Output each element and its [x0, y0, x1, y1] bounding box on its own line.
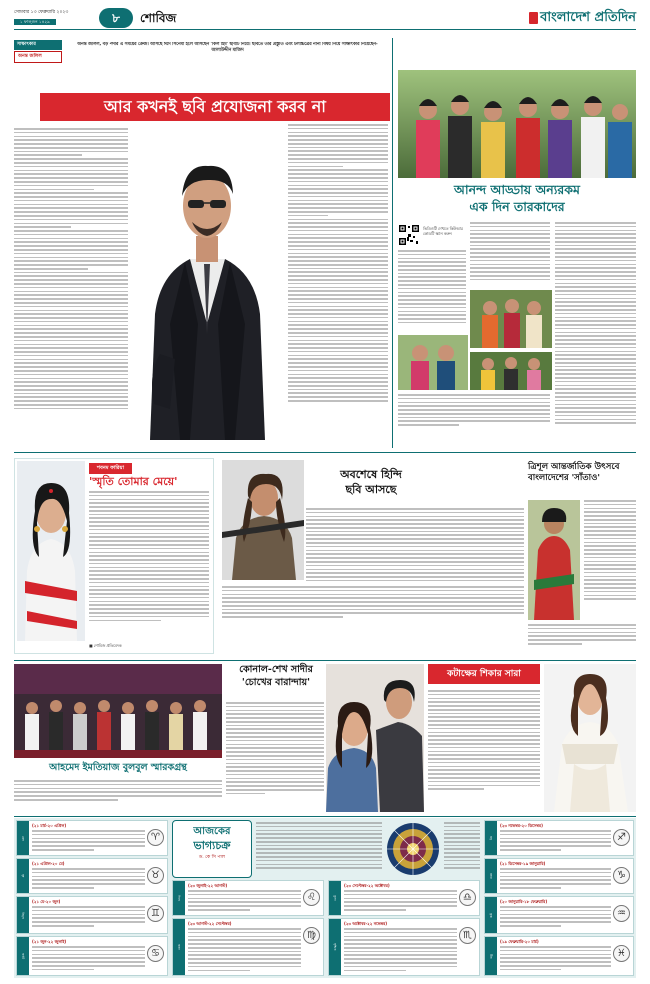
- horoscope-sign-name: বৃষ: [17, 859, 29, 893]
- sara-text: [428, 690, 540, 812]
- horoscope-sign-label: (২১ মার্চ-২০ এপ্রিল): [32, 823, 67, 828]
- kolon-headline-line1: কোনাল-শেখ সাদীর: [239, 664, 313, 675]
- tarka-photo-4: [470, 352, 552, 390]
- horoscope-sign-name: কন্যা: [173, 919, 185, 975]
- horoscope-sign-cell: [172, 918, 324, 976]
- horoscope-sign-cell: [172, 880, 324, 916]
- horoscope-sign-name: সিংহ: [173, 881, 185, 915]
- lead-text-col2: [288, 124, 388, 440]
- horoscope-sign-label: (২৩ জুলাই-২২ আগস্ট): [188, 883, 228, 888]
- trishul-headline: [528, 462, 636, 496]
- page-number: ৮: [112, 10, 120, 25]
- horoscope-sign-text: [32, 906, 145, 930]
- horoscope-sign-cell: [328, 918, 480, 976]
- horoscope-intro-text-right: [444, 822, 480, 876]
- shabnam-block: [14, 458, 214, 654]
- shabnam-photo: [17, 461, 85, 641]
- horoscope-sign-cell: [484, 896, 634, 934]
- horoscope-sign-name: তুলা: [329, 881, 341, 915]
- horoscope-sign-label: (২৩ অক্টোবর-২২ নভেম্বর): [344, 921, 388, 926]
- zodiac-sign-icon: ♎: [459, 889, 476, 906]
- shabnam-headline: 'স্মৃতি তোমার মেয়ে': [89, 475, 178, 488]
- horoscope-section: [14, 818, 636, 978]
- horoscope-sign-name: বৃশ্চিক: [329, 919, 341, 975]
- horoscope-sign-name: কর্কট: [17, 937, 29, 975]
- hindi-headline-line1: অবশেষে হিন্দি: [340, 468, 402, 481]
- horoscope-sign-text: [32, 946, 145, 972]
- shabnam-credit: ■ শোবিজ প্রতিবেদক: [89, 643, 122, 648]
- page-header: [14, 8, 636, 30]
- horoscope-title-box: [172, 820, 252, 878]
- hindi-text: [306, 508, 524, 588]
- section-name: শোবিজ: [140, 11, 177, 25]
- horoscope-title-line2: ভাগ্যচক্র: [193, 838, 231, 852]
- horoscope-sign-name: মকর: [485, 859, 497, 893]
- kolon-text: [226, 702, 324, 812]
- section-divider-3: [14, 816, 636, 817]
- sara-headline-band: [428, 664, 540, 684]
- header-date-bangla: ১ ফাল্গুন ১৪২৯: [14, 19, 56, 25]
- zodiac-sign-icon: ♍: [303, 927, 320, 944]
- tarka-caption: [398, 394, 550, 440]
- header-date: সোমবার ১৩ ফেব্রুয়ারি ২০২৩: [14, 10, 69, 15]
- section-divider-2: [14, 660, 636, 661]
- tarka-headline: [398, 182, 636, 220]
- zodiac-wheel-icon: [386, 822, 440, 876]
- zodiac-sign-icon: ♐: [613, 829, 630, 846]
- lead-border: [392, 38, 393, 448]
- horoscope-sign-cell: [484, 820, 634, 856]
- lead-photo-anonto-jalil: [130, 124, 285, 440]
- horoscope-sign-name: মেষ: [17, 821, 29, 855]
- lead-kicker-bottom: অনন্ত জলিল: [14, 51, 62, 63]
- horoscope-sign-cell: [16, 936, 168, 976]
- masthead-title: বাংলাদেশ প্রতিদিন: [540, 10, 636, 26]
- masthead-logo: [529, 8, 636, 28]
- horoscope-sign-label: (২১ ডিসেম্বর-১৯ জানুয়ারি): [500, 861, 546, 866]
- trishul-text-bottom: [528, 624, 636, 654]
- trishul-text: [584, 500, 636, 620]
- tarka-qr-code[interactable]: [398, 224, 420, 246]
- tarka-top-photo: [398, 70, 636, 178]
- sara-headline: কটাক্ষের শিকার সারা: [447, 668, 521, 679]
- lead-text-col1: [14, 128, 128, 440]
- hindi-headline-line2: ছবি আসছে: [345, 482, 397, 496]
- tarka-headline-line1: আনন্দ আড্ডায় অন্যরকম: [454, 182, 580, 197]
- horoscope-author: ড. কে সি পাল: [199, 855, 225, 861]
- trishul-photo: [528, 500, 580, 620]
- lead-headline-band: [40, 93, 390, 121]
- shabnam-text: [89, 491, 209, 641]
- hindi-headline: [306, 468, 436, 504]
- horoscope-sign-text: [500, 868, 611, 890]
- ahmed-text: [14, 780, 222, 812]
- zodiac-sign-icon: ♑: [613, 867, 630, 884]
- zodiac-sign-icon: ♌: [303, 889, 320, 906]
- zodiac-sign-icon: ♋: [147, 945, 164, 962]
- tarka-text-col1: [398, 250, 466, 330]
- horoscope-sign-cell: [16, 858, 168, 894]
- tarka-photo-3: [398, 335, 468, 390]
- horoscope-sign-label: (২৩ আগস্ট-২২ সেপ্টেম্বর): [188, 921, 232, 926]
- horoscope-title-line1: আজকের: [193, 826, 231, 837]
- horoscope-sign-text: [344, 890, 457, 912]
- masthead-icon: [529, 12, 538, 24]
- horoscope-sign-cell: [484, 936, 634, 976]
- horoscope-sign-name: মীন: [485, 937, 497, 975]
- horoscope-sign-label: (২৩ নভেম্বর-২০ ডিসেম্বর): [500, 823, 543, 828]
- horoscope-sign-text: [500, 830, 611, 852]
- horoscope-sign-text: [32, 830, 145, 852]
- tarka-headline-line2: এক দিন তারকাদের: [469, 198, 565, 214]
- horoscope-sign-text: [188, 890, 301, 912]
- zodiac-sign-icon: ♒: [613, 905, 630, 922]
- horoscope-sign-label: (২১ এপ্রিল-২০ মে): [32, 861, 65, 866]
- lead-headline: আর কখনই ছবি প্রযোজনা করব না: [104, 97, 326, 117]
- shabnam-name-tag: শবনম ফারিয়া: [89, 463, 132, 474]
- horoscope-sign-text: [500, 946, 611, 972]
- zodiac-sign-icon: ♊: [147, 905, 164, 922]
- horoscope-sign-cell: [328, 880, 480, 916]
- horoscope-sign-name: কুম্ভ: [485, 897, 497, 933]
- horoscope-sign-text: [500, 906, 611, 930]
- horoscope-sign-name: ধনু: [485, 821, 497, 855]
- tarka-photo-2: [470, 290, 552, 348]
- horoscope-sign-cell: [16, 820, 168, 856]
- lead-kicker-top: সাক্ষাৎকার: [14, 40, 62, 50]
- horoscope-intro-text: [256, 822, 382, 876]
- hindi-photo-pathaan: [222, 460, 304, 580]
- sara-photo: [544, 664, 636, 812]
- lead-intro: অনন্ত জলিল, বড় পর্দার এ সময়ের ক্রেজ। আসছে ঈদে সিনেমা হলে আসছেন 'কিল হিম' ছবিটি নিয়ে। ছবিতে তাঁর প্রস্তুতি এবং চলচ্চিত্রের নানা বিষয় নিয়ে সাক্ষাৎকার নিয়েছেন- আলাউদ্দীন মাজিদ: [77, 42, 378, 54]
- zodiac-sign-icon: ♓: [613, 945, 630, 962]
- horoscope-sign-label: (২১ জুন-২২ জুলাই): [32, 939, 67, 944]
- horoscope-sign-cell: [484, 858, 634, 894]
- trishul-headline-line2: বাংলাদেশের 'সাঁতাও': [528, 473, 600, 484]
- lead-kicker: [14, 40, 62, 63]
- horoscope-sign-text: [32, 868, 145, 890]
- zodiac-sign-icon: ♈: [147, 829, 164, 846]
- hindi-text-bottom: [222, 586, 524, 626]
- horoscope-sign-label: (২০ জানুয়ারি-১৮ ফেব্রুয়ারি): [500, 899, 548, 904]
- kolon-headline-line2: 'চোখের বারান্দায়': [241, 676, 311, 688]
- kolon-photo: [326, 664, 424, 812]
- horoscope-sign-label: (১৯ ফেব্রুয়ারি-২০ মার্চ): [500, 939, 539, 944]
- ahmed-photo: [14, 664, 222, 758]
- tarka-text-col3: [555, 222, 636, 440]
- horoscope-sign-text: [344, 928, 457, 972]
- horoscope-sign-label: (২৩ সেপ্টেম্বর-২২ অক্টোবর): [344, 883, 390, 888]
- horoscope-sign-label: (২১ মে-২০ জুন): [32, 899, 61, 904]
- horoscope-sign-cell: [16, 896, 168, 934]
- ahmed-headline: আহমেদ ইমতিয়াজ বুলবুল স্মারকগ্রন্থ: [49, 762, 187, 773]
- tarka-text-col2: [470, 222, 550, 286]
- horoscope-sign-text: [188, 928, 301, 972]
- tarka-qr-caption: ভিডিওটি দেখতে কিউআর কোডটি স্ক্যান করুন: [423, 226, 463, 237]
- horoscope-sign-name: মিথুন: [17, 897, 29, 933]
- zodiac-sign-icon: ♉: [147, 867, 164, 884]
- page-number-badge: [99, 8, 133, 28]
- kolon-headline: [226, 664, 326, 698]
- section-divider-1: [14, 452, 636, 453]
- zodiac-sign-icon: ♏: [459, 927, 476, 944]
- trishul-headline-line1: ত্রিশূল আন্তর্জাতিক উৎসবে: [528, 462, 620, 472]
